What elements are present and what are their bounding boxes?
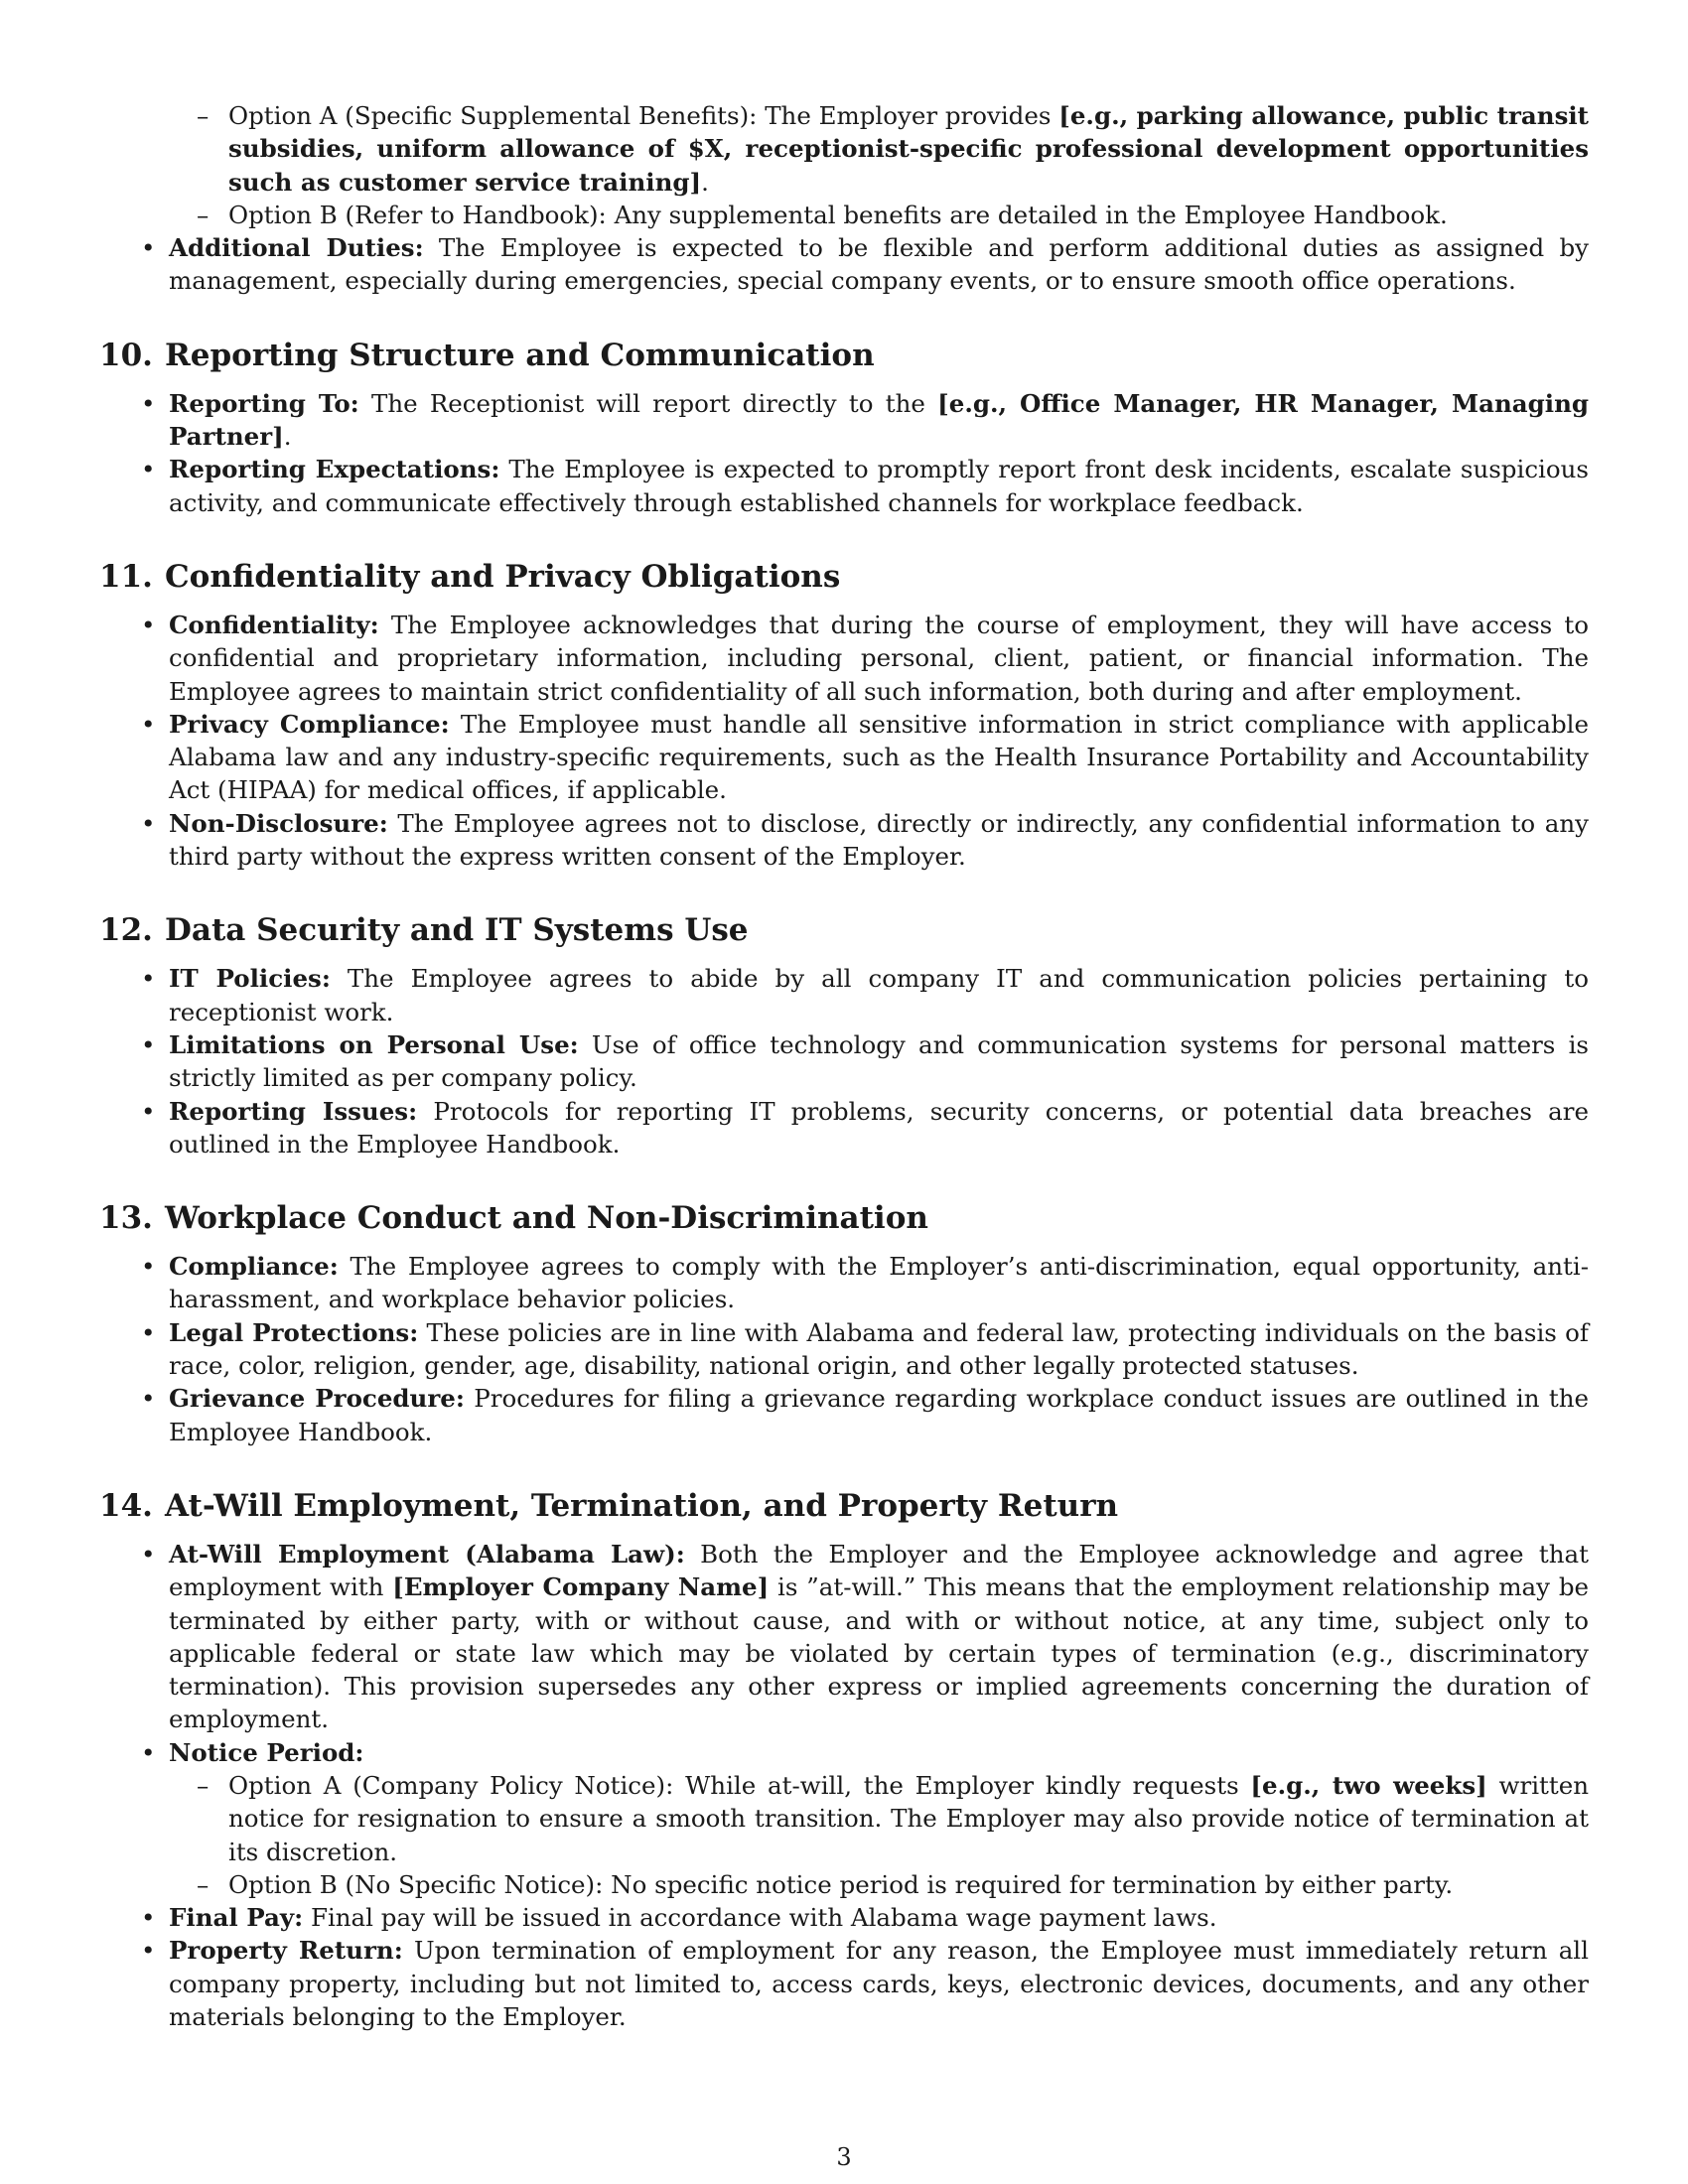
notice-option-b <box>169 1868 1589 1901</box>
item-text: The Receptionist will report directly to the <box>358 388 938 418</box>
section-items <box>99 387 1589 519</box>
item-text: Use of office technology and communication systems for personal matters is strictly limited as per company policy. <box>169 1029 1590 1093</box>
list-item <box>99 609 1589 708</box>
option-text: Option B (No Specific Notice): No specific notice period is required for termination by either party. <box>228 1869 1454 1899</box>
item-label: Privacy Compliance: <box>169 709 450 739</box>
section-10 <box>99 336 1589 519</box>
option-a-placeholder: [e.g., parking allowance, public transit subsidies, uniform allowance of $X, receptionist-specific professional development opportunities such as customer service training] <box>228 101 1589 197</box>
option-a-suffix: . <box>701 167 709 197</box>
section-heading <box>99 336 1589 375</box>
section-13 <box>99 1198 1589 1448</box>
item-label: IT Policies: <box>169 964 331 994</box>
section-title: At-Will Employment, Termination, and Property Return <box>165 1487 1119 1524</box>
section-14 <box>99 1486 1589 2033</box>
item-label: Reporting To: <box>169 388 359 418</box>
item-text: The Employee agrees to comply with the Employer’s anti-discrimination, equal opportunity, anti-harassment, and workplace behavior policies. <box>169 1252 1589 1314</box>
item-text: The Employee must handle all sensitive information in strict compliance with applicable Alabama law and any industry-specific requirements, such as the Health Insurance Portability and Accountability Act (HIPAA) for medical offices, if applicable. <box>169 709 1589 805</box>
item-text: Final pay will be issued in accordance with Alabama wage payment laws. <box>303 1903 1217 1933</box>
notice-options <box>169 1769 1589 1901</box>
additional-duties-list <box>99 231 1589 298</box>
section-heading <box>99 1198 1589 1238</box>
section-heading <box>99 1486 1589 1526</box>
section-items <box>99 1538 1589 2033</box>
item-text: Procedures for filing a grievance regarding workplace conduct issues are outlined in the Employee Handbook. <box>169 1384 1589 1446</box>
option-text-end: written notice for resignation to ensure a smooth transition. The Employer may also provide notice of termination at its discretion. <box>228 1770 1589 1866</box>
section-title: Workplace Conduct and Non-Discrimination <box>165 1200 928 1237</box>
item-text: The Employee acknowledges that during the course of employment, they will have access to confidential and proprietary information, including personal, client, patient, or financial information. The Employee agrees to maintain strict confidentiality of all such information, both during and after employment. <box>169 610 1589 706</box>
section-title: Confidentiality and Privacy Obligations <box>165 558 841 595</box>
item-label: Property Return: <box>169 1936 403 1966</box>
item-text: The Employee agrees not to disclose, directly or indirectly, any confidential information to any third party without the express written consent of the Employer. <box>169 808 1589 872</box>
item-label: Notice Period: <box>169 1737 364 1767</box>
list-item <box>99 453 1589 519</box>
page-number: 3 <box>836 2143 852 2171</box>
item-text: The Employee is expected to promptly report front desk incidents, escalate suspicious activity, and communicate effectively through established channels for workplace feedback. <box>169 455 1589 517</box>
list-item <box>99 708 1589 807</box>
item-label: Limitations on Personal Use: <box>169 1029 579 1059</box>
option-placeholder: [e.g., two weeks] <box>1250 1770 1487 1800</box>
list-item <box>99 1934 1589 2033</box>
page-content <box>99 99 1589 2124</box>
list-item <box>99 1095 1589 1161</box>
item-label: At-Will Employment (Alabama Law): <box>169 1539 685 1569</box>
list-item <box>99 1316 1589 1383</box>
supplemental-benefit-options <box>228 99 1589 231</box>
section-12 <box>99 910 1589 1160</box>
section-items <box>99 609 1589 873</box>
section-items <box>99 1250 1589 1448</box>
item-label: Non-Disclosure: <box>169 808 388 838</box>
section-number: 10. <box>99 337 153 373</box>
option-b-handbook <box>228 199 1589 231</box>
section-heading <box>99 910 1589 950</box>
item-label: Reporting Issues: <box>169 1096 418 1126</box>
option-a-supplemental <box>228 99 1589 199</box>
option-b-text: Option B (Refer to Handbook): Any supplemental benefits are detailed in the Employee Handbook. <box>228 200 1448 229</box>
section-items <box>99 962 1589 1160</box>
section-title: Data Security and IT Systems Use <box>165 912 749 949</box>
notice-option-a <box>169 1769 1589 1868</box>
item-label: Confidentiality: <box>169 610 379 639</box>
item-label: Additional Duties: <box>169 233 424 263</box>
list-item <box>99 1901 1589 1934</box>
item-text: Upon termination of employment for any reason, the Employee must immediately return all company property, including but not limited to, access cards, keys, electronic devices, documents, and any other materials belonging to the Employer. <box>169 1936 1589 2032</box>
item-label: Grievance Procedure: <box>169 1384 465 1414</box>
list-item <box>99 1250 1589 1316</box>
item-text: The Employee is expected to be flexible and perform additional duties as assigned by management, especially during emergencies, special company events, or to ensure smooth office operations. <box>169 233 1589 296</box>
additional-duties-item <box>99 231 1589 298</box>
list-item <box>99 1538 1589 1736</box>
option-a-text: Option A (Specific Supplemental Benefits): The Employer provides <box>228 101 1059 130</box>
list-item <box>99 962 1589 1028</box>
item-text: The Employee agrees to abide by all company IT and communication policies pertaining to receptionist work. <box>169 964 1590 1026</box>
item-placeholder: [e.g., Office Manager, HR Manager, Managing Partner] <box>169 388 1590 452</box>
item-label: Final Pay: <box>169 1903 304 1933</box>
item-text: Both the Employer and the Employee acknowledge and agree that employment with <box>169 1539 1589 1602</box>
section-title: Reporting Structure and Communication <box>165 337 875 373</box>
item-label: Compliance: <box>169 1252 339 1282</box>
section-number: 12. <box>99 912 153 949</box>
item-text: These policies are in line with Alabama and federal law, protecting individuals on the basis of race, color, religion, gender, age, disability, national origin, and other legally protected statuses. <box>169 1317 1589 1381</box>
list-item <box>99 1028 1589 1095</box>
section-number: 14. <box>99 1487 153 1524</box>
list-item <box>99 807 1589 874</box>
item-text-end: . <box>283 422 292 452</box>
list-item <box>99 387 1589 454</box>
item-placeholder: [Employer Company Name] <box>392 1572 770 1602</box>
option-text: Option A (Company Policy Notice): While at-will, the Employer kindly requests <box>228 1770 1251 1800</box>
list-item <box>99 1736 1589 1901</box>
section-number: 11. <box>99 558 153 595</box>
list-item <box>99 1382 1589 1448</box>
item-text: Protocols for reporting IT problems, security concerns, or potential data breaches are outlined in the Employee Handbook. <box>169 1096 1589 1159</box>
item-text-end: is ”at-will.” This means that the employment relationship may be terminated by either party, with or without cause, and with or without notice, at any time, subject only to applicable federal or state law which may be violated by certain types of termination (e.g., discriminatory termination). This provision supersedes any other express or implied agreements concerning the duration of employment. <box>169 1572 1589 1734</box>
section-number: 13. <box>99 1200 153 1237</box>
item-label: Legal Protections: <box>169 1317 419 1347</box>
item-label: Reporting Expectations: <box>169 455 500 484</box>
section-11 <box>99 557 1589 873</box>
section-heading <box>99 557 1589 597</box>
